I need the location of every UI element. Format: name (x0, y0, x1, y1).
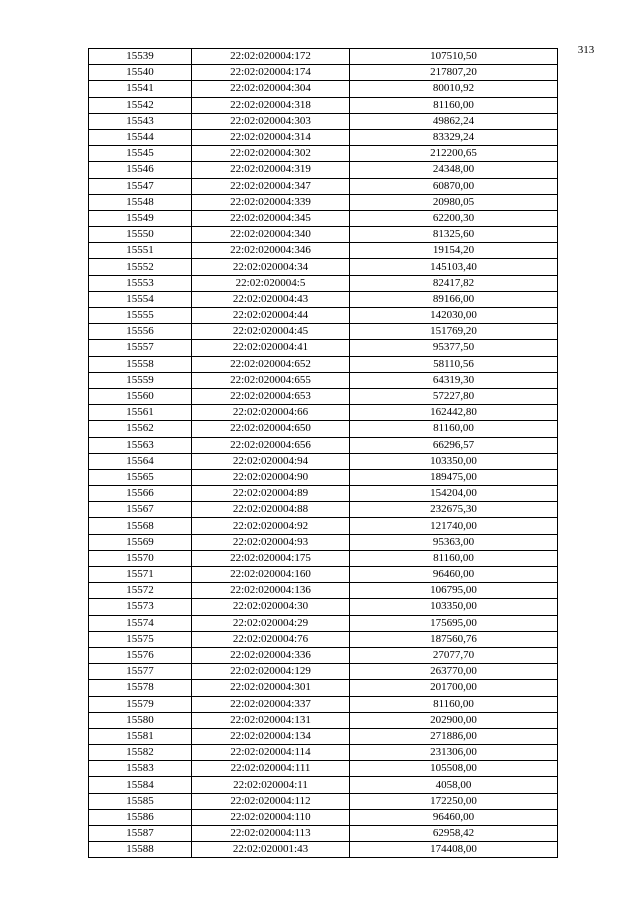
table-row (89, 809, 558, 825)
row-number-cell: 15553 (89, 275, 192, 291)
table-row (89, 356, 558, 372)
row-number-cell: 15559 (89, 372, 192, 388)
value-cell: 162442,80 (350, 405, 558, 421)
row-number-cell: 15540 (89, 65, 192, 81)
table-row (89, 65, 558, 81)
row-number-cell: 15544 (89, 129, 192, 145)
table-row (89, 437, 558, 453)
value-cell: 151769,20 (350, 324, 558, 340)
row-number-cell: 15581 (89, 728, 192, 744)
table-row (89, 502, 558, 518)
row-number-cell: 15586 (89, 809, 192, 825)
cadastral-number-cell: 22:02:020004:175 (192, 550, 350, 566)
row-number-cell: 15555 (89, 308, 192, 324)
value-cell: 105508,00 (350, 761, 558, 777)
table-row (89, 81, 558, 97)
row-number-cell: 15541 (89, 81, 192, 97)
table-row (89, 680, 558, 696)
table-row (89, 761, 558, 777)
cadastral-number-cell: 22:02:020004:172 (192, 49, 350, 65)
table-row (89, 826, 558, 842)
cadastral-number-cell: 22:02:020004:76 (192, 631, 350, 647)
table-row (89, 227, 558, 243)
cadastral-number-cell: 22:02:020004:160 (192, 567, 350, 583)
cadastral-number-cell: 22:02:020004:113 (192, 826, 350, 842)
row-number-cell: 15579 (89, 696, 192, 712)
cadastral-number-cell: 22:02:020004:336 (192, 647, 350, 663)
cadastral-number-cell: 22:02:020004:337 (192, 696, 350, 712)
value-cell: 57227,80 (350, 388, 558, 404)
table-row (89, 842, 558, 858)
row-number-cell: 15578 (89, 680, 192, 696)
row-number-cell: 15560 (89, 388, 192, 404)
value-cell: 83329,24 (350, 129, 558, 145)
row-number-cell: 15556 (89, 324, 192, 340)
cadastral-number-cell: 22:02:020004:129 (192, 664, 350, 680)
row-number-cell: 15554 (89, 291, 192, 307)
value-cell: 201700,00 (350, 680, 558, 696)
row-number-cell: 15577 (89, 664, 192, 680)
table-row (89, 647, 558, 663)
value-cell: 189475,00 (350, 469, 558, 485)
value-cell: 271886,00 (350, 728, 558, 744)
value-cell: 24348,00 (350, 162, 558, 178)
value-cell: 20980,05 (350, 194, 558, 210)
value-cell: 202900,00 (350, 712, 558, 728)
value-cell: 60870,00 (350, 178, 558, 194)
cadastral-number-cell: 22:02:020004:110 (192, 809, 350, 825)
row-number-cell: 15570 (89, 550, 192, 566)
value-cell: 103350,00 (350, 599, 558, 615)
cadastral-number-cell: 22:02:020004:112 (192, 793, 350, 809)
row-number-cell: 15550 (89, 227, 192, 243)
value-cell: 4058,00 (350, 777, 558, 793)
row-number-cell: 15543 (89, 113, 192, 129)
cadastral-number-cell: 22:02:020004:30 (192, 599, 350, 615)
table-row (89, 486, 558, 502)
row-number-cell: 15571 (89, 567, 192, 583)
cadastral-number-cell: 22:02:020004:45 (192, 324, 350, 340)
table-row (89, 129, 558, 145)
value-cell: 81160,00 (350, 696, 558, 712)
cadastral-number-cell: 22:02:020004:318 (192, 97, 350, 113)
table-row (89, 745, 558, 761)
table-row (89, 97, 558, 113)
cadastral-number-cell: 22:02:020004:44 (192, 308, 350, 324)
row-number-cell: 15574 (89, 615, 192, 631)
table-row (89, 113, 558, 129)
registry-table (88, 48, 558, 858)
table-row (89, 291, 558, 307)
value-cell: 96460,00 (350, 809, 558, 825)
cadastral-number-cell: 22:02:020004:134 (192, 728, 350, 744)
table-row (89, 49, 558, 65)
table-row (89, 550, 558, 566)
table-row (89, 696, 558, 712)
row-number-cell: 15576 (89, 647, 192, 663)
row-number-cell: 15585 (89, 793, 192, 809)
table-row (89, 259, 558, 275)
value-cell: 62200,30 (350, 210, 558, 226)
row-number-cell: 15575 (89, 631, 192, 647)
row-number-cell: 15573 (89, 599, 192, 615)
row-number-cell: 15588 (89, 842, 192, 858)
cadastral-number-cell: 22:02:020004:174 (192, 65, 350, 81)
table-row (89, 388, 558, 404)
row-number-cell: 15558 (89, 356, 192, 372)
value-cell: 212200,65 (350, 146, 558, 162)
row-number-cell: 15565 (89, 469, 192, 485)
table-row (89, 405, 558, 421)
value-cell: 145103,40 (350, 259, 558, 275)
cadastral-number-cell: 22:02:020004:339 (192, 194, 350, 210)
row-number-cell: 15587 (89, 826, 192, 842)
row-number-cell: 15557 (89, 340, 192, 356)
value-cell: 106795,00 (350, 583, 558, 599)
value-cell: 95377,50 (350, 340, 558, 356)
value-cell: 95363,00 (350, 534, 558, 550)
cadastral-number-cell: 22:02:020004:304 (192, 81, 350, 97)
value-cell: 231306,00 (350, 745, 558, 761)
cadastral-number-cell: 22:02:020004:653 (192, 388, 350, 404)
table-row (89, 324, 558, 340)
cadastral-number-cell: 22:02:020004:655 (192, 372, 350, 388)
cadastral-number-cell: 22:02:020004:303 (192, 113, 350, 129)
cadastral-number-cell: 22:02:020004:11 (192, 777, 350, 793)
table-row (89, 340, 558, 356)
table-row (89, 162, 558, 178)
table-row (89, 372, 558, 388)
row-number-cell: 15562 (89, 421, 192, 437)
value-cell: 217807,20 (350, 65, 558, 81)
cadastral-number-cell: 22:02:020004:131 (192, 712, 350, 728)
cadastral-number-cell: 22:02:020004:111 (192, 761, 350, 777)
value-cell: 187560,76 (350, 631, 558, 647)
value-cell: 232675,30 (350, 502, 558, 518)
value-cell: 19154,20 (350, 243, 558, 259)
value-cell: 142030,00 (350, 308, 558, 324)
row-number-cell: 15551 (89, 243, 192, 259)
table-row (89, 453, 558, 469)
row-number-cell: 15563 (89, 437, 192, 453)
cadastral-number-cell: 22:02:020004:34 (192, 259, 350, 275)
cadastral-number-cell: 22:02:020004:347 (192, 178, 350, 194)
value-cell: 49862,24 (350, 113, 558, 129)
value-cell: 62958,42 (350, 826, 558, 842)
cadastral-number-cell: 22:02:020004:41 (192, 340, 350, 356)
cadastral-number-cell: 22:02:020004:652 (192, 356, 350, 372)
table-row (89, 178, 558, 194)
cadastral-number-cell: 22:02:020004:136 (192, 583, 350, 599)
table-row (89, 583, 558, 599)
row-number-cell: 15564 (89, 453, 192, 469)
row-number-cell: 15572 (89, 583, 192, 599)
table-row (89, 728, 558, 744)
value-cell: 175695,00 (350, 615, 558, 631)
row-number-cell: 15569 (89, 534, 192, 550)
value-cell: 66296,57 (350, 437, 558, 453)
row-number-cell: 15547 (89, 178, 192, 194)
row-number-cell: 15549 (89, 210, 192, 226)
cadastral-number-cell: 22:02:020004:114 (192, 745, 350, 761)
value-cell: 89166,00 (350, 291, 558, 307)
value-cell: 174408,00 (350, 842, 558, 858)
row-number-cell: 15539 (89, 49, 192, 65)
value-cell: 154204,00 (350, 486, 558, 502)
row-number-cell: 15545 (89, 146, 192, 162)
cadastral-number-cell: 22:02:020004:5 (192, 275, 350, 291)
cadastral-number-cell: 22:02:020004:314 (192, 129, 350, 145)
row-number-cell: 15566 (89, 486, 192, 502)
value-cell: 64319,30 (350, 372, 558, 388)
value-cell: 121740,00 (350, 518, 558, 534)
table-row (89, 534, 558, 550)
row-number-cell: 15580 (89, 712, 192, 728)
table-row (89, 793, 558, 809)
cadastral-number-cell: 22:02:020004:319 (192, 162, 350, 178)
value-cell: 82417,82 (350, 275, 558, 291)
table-row (89, 210, 558, 226)
value-cell: 27077,70 (350, 647, 558, 663)
cadastral-number-cell: 22:02:020004:92 (192, 518, 350, 534)
value-cell: 172250,00 (350, 793, 558, 809)
value-cell: 103350,00 (350, 453, 558, 469)
row-number-cell: 15567 (89, 502, 192, 518)
row-number-cell: 15582 (89, 745, 192, 761)
table-row (89, 146, 558, 162)
registry-table-body (89, 49, 558, 858)
cadastral-number-cell: 22:02:020001:43 (192, 842, 350, 858)
value-cell: 81160,00 (350, 421, 558, 437)
table-row (89, 421, 558, 437)
value-cell: 81160,00 (350, 550, 558, 566)
table-row (89, 518, 558, 534)
row-number-cell: 15584 (89, 777, 192, 793)
value-cell: 81325,60 (350, 227, 558, 243)
cadastral-number-cell: 22:02:020004:301 (192, 680, 350, 696)
row-number-cell: 15546 (89, 162, 192, 178)
cadastral-number-cell: 22:02:020004:656 (192, 437, 350, 453)
table-row (89, 631, 558, 647)
value-cell: 263770,00 (350, 664, 558, 680)
value-cell: 58110,56 (350, 356, 558, 372)
table-row (89, 712, 558, 728)
value-cell: 96460,00 (350, 567, 558, 583)
cadastral-number-cell: 22:02:020004:650 (192, 421, 350, 437)
cadastral-number-cell: 22:02:020004:93 (192, 534, 350, 550)
table-row (89, 664, 558, 680)
table-row (89, 599, 558, 615)
table-row (89, 615, 558, 631)
cadastral-number-cell: 22:02:020004:346 (192, 243, 350, 259)
cadastral-number-cell: 22:02:020004:94 (192, 453, 350, 469)
cadastral-number-cell: 22:02:020004:90 (192, 469, 350, 485)
cadastral-number-cell: 22:02:020004:345 (192, 210, 350, 226)
table-row (89, 194, 558, 210)
cadastral-number-cell: 22:02:020004:89 (192, 486, 350, 502)
table-row (89, 275, 558, 291)
value-cell: 81160,00 (350, 97, 558, 113)
cadastral-number-cell: 22:02:020004:29 (192, 615, 350, 631)
row-number-cell: 15561 (89, 405, 192, 421)
row-number-cell: 15568 (89, 518, 192, 534)
table-row (89, 777, 558, 793)
value-cell: 80010,92 (350, 81, 558, 97)
row-number-cell: 15552 (89, 259, 192, 275)
table-row (89, 308, 558, 324)
cadastral-number-cell: 22:02:020004:88 (192, 502, 350, 518)
row-number-cell: 15583 (89, 761, 192, 777)
cadastral-number-cell: 22:02:020004:340 (192, 227, 350, 243)
page-number: 313 (577, 44, 595, 56)
value-cell: 107510,50 (350, 49, 558, 65)
row-number-cell: 15548 (89, 194, 192, 210)
row-number-cell: 15542 (89, 97, 192, 113)
table-row (89, 469, 558, 485)
cadastral-number-cell: 22:02:020004:302 (192, 146, 350, 162)
table-row (89, 567, 558, 583)
table-row (89, 243, 558, 259)
cadastral-number-cell: 22:02:020004:66 (192, 405, 350, 421)
cadastral-number-cell: 22:02:020004:43 (192, 291, 350, 307)
